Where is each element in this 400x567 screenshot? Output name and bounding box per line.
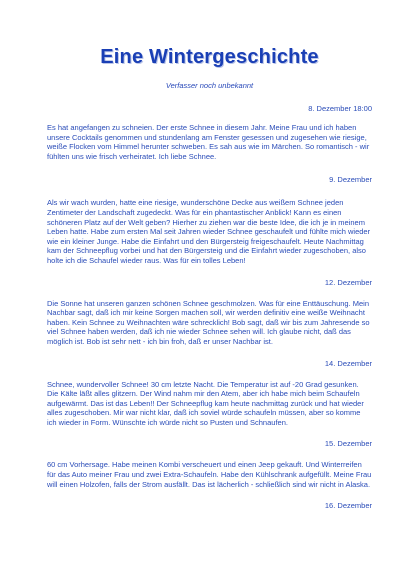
entry-date: 12. Dezember (324, 277, 372, 287)
entry-text: Schnee, wundervoller Schnee! 30 cm letzte Nacht. Die Temperatur ist auf -20 Grad gesunken. Die Kälte läßt alles glitzern. Der Wind nahm mir den Atem, aber ich habe mich beim Schaufeln aufgewärmt. Das ist das Leben!! Der Schneepflug kam heute nachmittag zurück und hat wieder alles zugeschoben. Mir war nicht klar, daß ich soviel würde schaufeln müssen, aber so komme ich wieder in Form. Wünschte ich würde nicht so Pusten und Schnaufen. (47, 379, 364, 427)
entry-text: Es hat angefangen zu schneien. Der erste Schnee in diesem Jahr. Meine Frau und ich haben unsere Cocktails genommen und stundenlang am Fenster gesessen und zugesehen wie riesige, weiße Flocken vom Himmel herunter schweben. Es sah aus wie im Märchen. So romantisch - wir fühlten uns wie frisch verheiratet. Ich liebe Schnee. (47, 123, 370, 161)
entry-text: Als wir wach wurden, hatte eine riesige, wunderschöne Decke aus weißem Schnee jeden Zentimeter der Landschaft zugedeckt. Was für ein phantastischer Anblick! Kann es einen schöneren Platz auf der Welt geben? Hierher zu ziehen war die beste Idee, die ich je in meinem Leben hatte. Habe zum ersten Mal seit Jahren wieder Schnee geschaufelt und fühlte mich wieder wie ein kleiner Junge. Habe die Einfahrt und den Bürgersteig freigeschaufelt. Heute Nachmittag kam der Schneepflug vorbei und hat den Bürgersteig und die Einfahrt wieder zugeschoben, also holte ich die Schaufel wieder raus. Was für ein tolles Leben! (47, 198, 371, 265)
entry-date: 16. Dezember (324, 501, 372, 511)
document-author: Verfasser noch unbekannt (165, 81, 254, 90)
entry-text: Die Sonne hat unseren ganzen schönen Schnee geschmolzen. Was für eine Enttäuschung. Mein Nachbar sagt, daß ich mir keine Sorgen machen soll, wir werden definitiv eine weiße Weihnacht haben. Kein Schnee zu Weihnachten wäre schrecklich! Bob sagt, daß wir bis zum Jahresende so viel Schnee haben werden, daß ich nie wieder Schnee sehen will. Ich glaube nicht, daß das möglich ist. Bob ist sehr nett - ich bin froh, daß er unser Nachbar ist. (47, 298, 370, 346)
document-title: Eine Wintergeschichte (100, 46, 319, 68)
entry-date: 14. Dezember (324, 358, 372, 368)
entry-date: 8. Dezember 18:00 (308, 104, 372, 113)
entry-text: 60 cm Vorhersage. Habe meinen Kombi verscheuert und einen Jeep gekauft. Und Winterreifen für das Auto meiner Frau und zwei Extra-Schaufeln. Habe den Kühlschrank aufgefüllt. Meine Frau will einen Holzofen, falls der Strom ausfällt. Das ist lächerlich - schließlich sind wir nicht in Alaska. (47, 460, 372, 489)
entry-date: 9. Dezember (329, 175, 372, 185)
entry-date: 15. Dezember (324, 439, 372, 449)
